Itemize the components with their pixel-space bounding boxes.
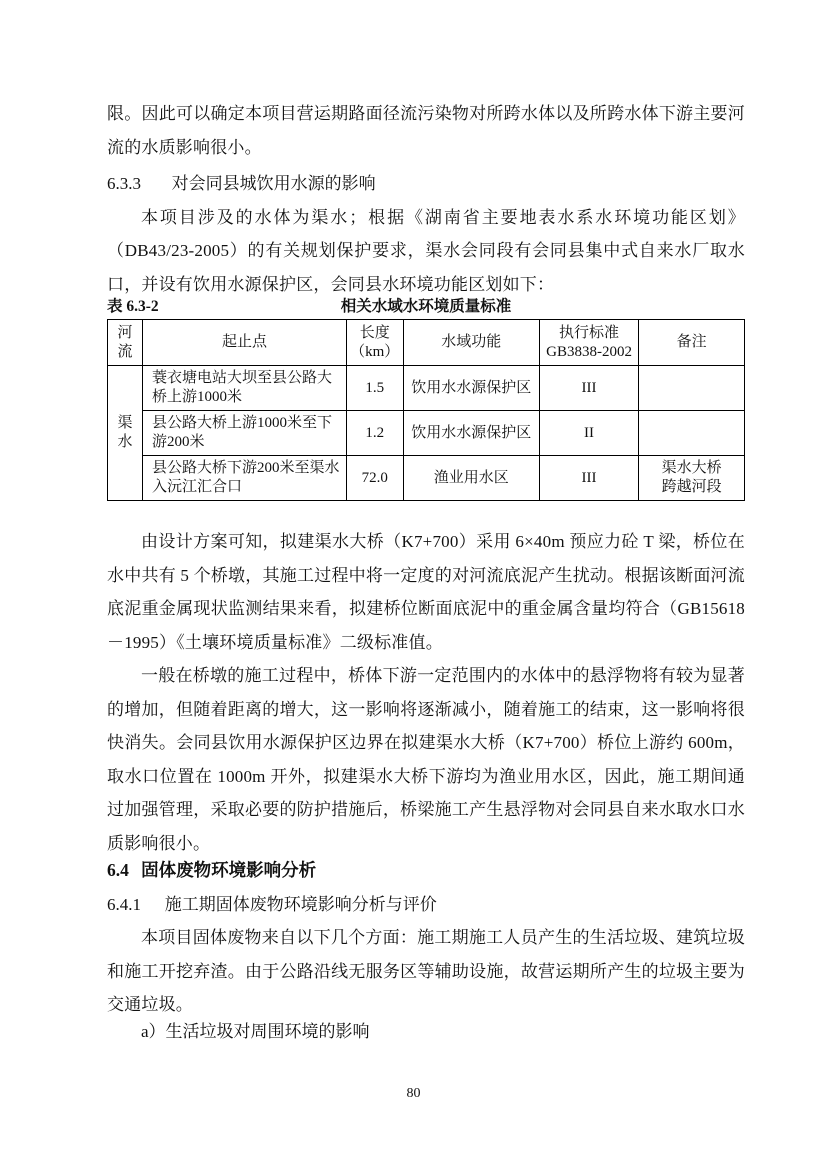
heading-6-4-1: [107, 888, 745, 922]
table-row: [108, 411, 745, 456]
paragraph-pier-construction: 一般在桥墩的施工过程中，桥体下游一定范围内的水体中的悬浮物将有较为显著的增加，但随着距离的增大，这一影响将逐渐减小，随着施工的结束，这一影响将很快消失。会同县饮用水源保护区边界在拟建渠水大桥（K7+700）桥位上游约 600m，取水口位置在 1000m 开外，拟建渠水大桥下游均为渔业用水区，因此，施工期间通过加强管理，采取必要的防护措施后，桥梁施工产生悬浮物对会同县自来水取水口水质影响很小。: [107, 666, 745, 853]
cell-length: 72.0: [346, 456, 403, 501]
paragraph-bridge-design: 由设计方案可知，拟建渠水大桥（K7+700）采用 6×40m 预应力砼 T 梁，桥位在水中共有 5 个桥墩，其施工过程中将一定度的对河流底泥产生扰动。根据该断面河流底泥重金属现状监测结果来看，拟建桥位断面底泥中的重金属含量均符合（GB15618－1995）《土壤环境质量标准》二级标准值。: [107, 532, 745, 652]
page-number: 80: [406, 1086, 421, 1101]
cell-standard: II: [539, 411, 638, 456]
cell-function: 饮用水水源保护区: [403, 411, 539, 456]
table-row: [108, 456, 745, 501]
list-item-a: a）生活垃圾对周围环境的影响: [141, 1021, 370, 1041]
col-header-function: 水域功能: [403, 320, 539, 366]
paragraph-solid-waste: 本项目固体废物来自以下几个方面：施工期施工人员产生的生活垃圾、建筑垃圾和施工开挖弃渣。由于公路沿线无服务区等辅助设施，故营运期所产生的垃圾主要为交通垃圾。: [107, 928, 745, 1014]
cell-river: 渠水: [108, 366, 143, 501]
heading-title: 对会同县城饮用水源的影响: [171, 174, 376, 193]
water-quality-standards-table: [107, 319, 745, 501]
cell-remark: [639, 366, 745, 411]
col-header-standard: 执行标准GB3838-2002: [539, 320, 638, 366]
table-title: 相关水域水环境质量标准: [340, 298, 512, 315]
cell-function: 渔业用水区: [403, 456, 539, 501]
heading-number: 6.4.1: [107, 894, 141, 914]
heading-6-4: [107, 854, 745, 888]
cell-length: 1.5: [346, 366, 403, 411]
col-header-length: 长度（km）: [346, 320, 403, 366]
heading-6-3-3: [107, 167, 745, 201]
col-header-remark: 备注: [639, 320, 745, 366]
table-caption: [107, 297, 745, 317]
table-label: 表 6.3-2: [107, 298, 159, 315]
cell-segment: 县公路大桥上游1000米至下游200米: [143, 411, 347, 456]
cell-standard: III: [539, 366, 638, 411]
table-row: [108, 366, 745, 411]
table-header-row: [108, 320, 745, 366]
cell-length: 1.2: [346, 411, 403, 456]
col-header-river: 河流: [108, 320, 143, 366]
paragraph-runoff-conclusion: 限。因此可以确定本项目营运期路面径流污染物对所跨水体以及所跨水体下游主要河流的水质影响很小。: [107, 104, 745, 157]
heading-title: 固体废物环境影响分析: [141, 860, 317, 880]
heading-title: 施工期固体废物环境影响分析与评价: [164, 894, 437, 914]
col-header-segment: 起止点: [143, 320, 347, 366]
cell-segment: 蓑衣塘电站大坝至县公路大桥上游1000米: [143, 366, 347, 411]
heading-number: 6.3.3: [107, 174, 141, 193]
cell-remark: [639, 411, 745, 456]
cell-standard: III: [539, 456, 638, 501]
paragraph-water-body: 本项目涉及的水体为渠水；根据《湖南省主要地表水系水环境功能区划》（DB43/23-2005）的有关规划保护要求，渠水会同段有会同县集中式自来水厂取水口，并设有饮用水源保护区，会同县水环境功能区划如下：: [107, 207, 745, 294]
heading-number: 6.4: [107, 860, 129, 880]
cell-remark: 渠水大桥跨越河段: [639, 456, 745, 501]
cell-function: 饮用水水源保护区: [403, 366, 539, 411]
cell-segment: 县公路大桥下游200米至渠水入沅江汇合口: [143, 456, 347, 501]
